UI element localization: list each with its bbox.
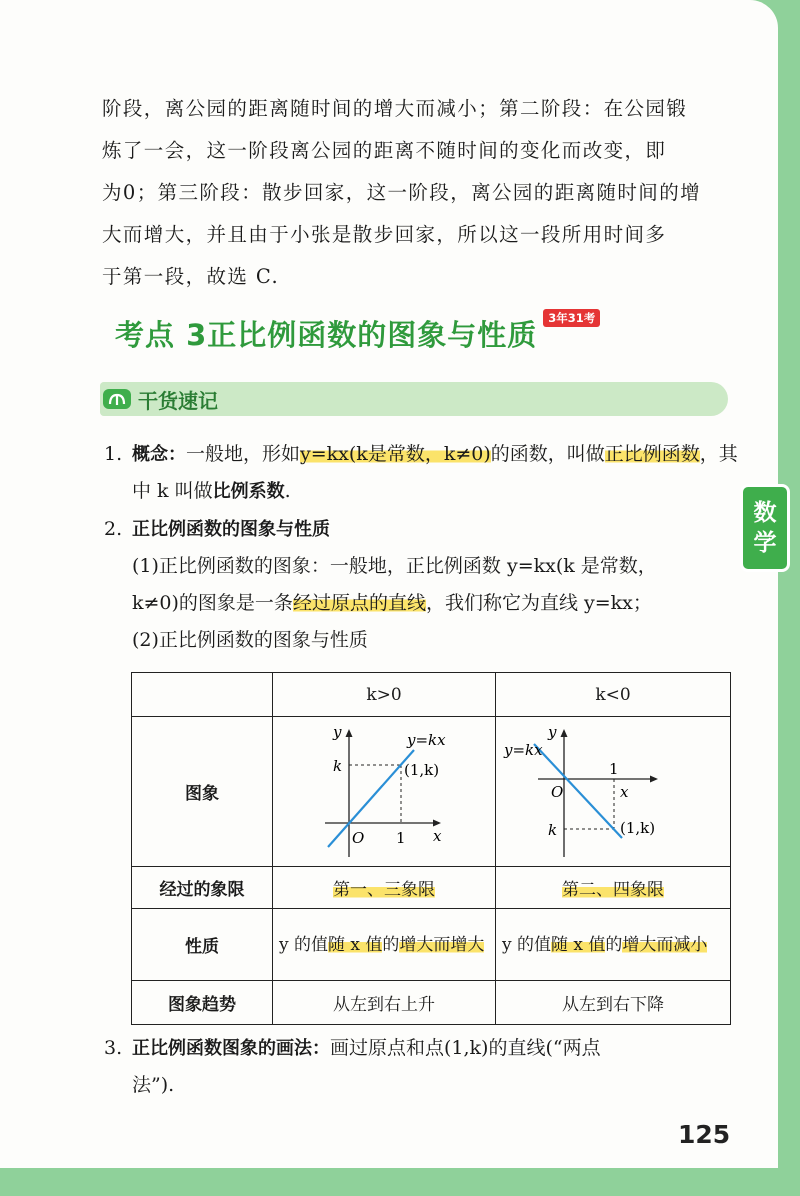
text: ，我们称它为直线 y=kx； — [425, 592, 652, 614]
note-item-3 — [104, 1030, 744, 1104]
book-icon — [100, 382, 134, 416]
item-number: 1. — [104, 443, 123, 465]
row-label-quadrant: 经过的象限 — [132, 867, 273, 909]
highlight: y=kx(k是常数，k≠0) — [300, 443, 491, 465]
highlight: 增大而减小 — [622, 934, 708, 955]
label-equation: y=kx — [407, 731, 446, 749]
label-one: 1 — [396, 829, 406, 847]
subject-tab[interactable] — [740, 484, 790, 572]
subject-char: 数 — [753, 500, 777, 526]
graph-k-positive — [273, 717, 496, 867]
label-x: x — [620, 783, 629, 801]
label-point: (1,k) — [404, 761, 440, 779]
highlight: 随 x 值 — [328, 934, 383, 955]
text: k≠0)的图象是一条 — [132, 592, 293, 614]
label-y: y — [548, 723, 557, 741]
bold-term: 比例系数 — [212, 481, 285, 502]
item-label: 概念： — [132, 444, 186, 465]
row-label-trend: 图象趋势 — [132, 981, 273, 1025]
x-arrow — [650, 776, 658, 783]
property-k-positive — [273, 909, 496, 981]
intro-line: 炼了一会，这一阶段离公园的距离不随时间的变化而改变，即 — [102, 139, 667, 162]
notes-list — [104, 436, 744, 659]
text: y 的值 — [502, 934, 552, 955]
label-equation: y=kx — [504, 741, 543, 759]
intro-line: 阶段，离公园的距离随时间的增大而减小；第二阶段：在公园锻 — [102, 97, 688, 120]
text: ，其中 k 叫做 — [132, 443, 738, 502]
property-k-negative — [496, 909, 731, 981]
highlight: 第二、四象限 — [562, 880, 664, 900]
y-arrow — [561, 729, 568, 737]
x-arrow — [433, 820, 441, 827]
col-header-k-positive: k>0 — [273, 673, 496, 717]
memo-bar — [100, 382, 728, 416]
sub-item-1 — [132, 548, 744, 622]
intro-line: 为0；第三阶段：散步回家，这一阶段，离公园的距离随时间的增 — [102, 181, 702, 204]
label-k: k — [333, 757, 343, 775]
highlight: 第一、三象限 — [333, 880, 435, 900]
section-title: 正比例函数的图象与性质 — [207, 318, 538, 352]
label-k: k — [548, 821, 558, 839]
highlight: 经过原点的直线 — [292, 592, 426, 614]
text: 画过原点和点(1,k)的直线(“两点 — [330, 1037, 601, 1059]
label-origin: O — [551, 783, 564, 801]
table-corner — [132, 673, 273, 717]
notes-list-cont — [104, 1030, 744, 1104]
graph-k-negative — [496, 717, 731, 867]
bottom-band — [0, 1170, 800, 1196]
properties-table — [131, 672, 731, 1025]
trend-k-positive: 从左到右上升 — [273, 981, 496, 1025]
label-x: x — [433, 827, 442, 845]
subject-char: 学 — [753, 530, 777, 556]
col-header-k-negative: k<0 — [496, 673, 731, 717]
row-label-graph: 图象 — [132, 717, 273, 867]
intro-line: 大而增大，并且由于小张是散步回家，所以这一段所用时间多 — [102, 223, 667, 246]
text: 的函数，叫做 — [490, 443, 605, 465]
label-point: (1,k) — [620, 819, 656, 837]
note-item-1 — [104, 436, 744, 510]
label-origin: O — [352, 829, 365, 847]
quadrant-k-positive — [273, 867, 496, 909]
intro-line: 于第一段，故选 C. — [102, 265, 280, 288]
item-label: 正比例函数的图象与性质 — [132, 519, 330, 540]
label-y: y — [333, 723, 342, 741]
item-number: 3. — [104, 1037, 123, 1059]
section-heading — [115, 313, 600, 354]
y-arrow — [346, 729, 353, 737]
label-one: 1 — [609, 760, 619, 778]
page-number: 125 — [678, 1120, 731, 1149]
text: 的 — [605, 934, 623, 955]
quadrant-k-negative — [496, 867, 731, 909]
trend-k-negative: 从左到右下降 — [496, 981, 731, 1025]
highlight: 增大而增大 — [399, 934, 485, 955]
sub-item-2: (2)正比例函数的图象与性质 — [132, 629, 368, 651]
text: (1)正比例函数的图象：一般地，正比例函数 y=kx(k 是常数， — [132, 555, 657, 577]
text: 法”). — [132, 1074, 175, 1096]
text: . — [284, 480, 291, 502]
exam-frequency-badge: 3年31考 — [543, 309, 600, 327]
section-number: 考点 3 — [115, 318, 208, 352]
highlight: 正比例函数 — [604, 443, 700, 465]
item-label: 正比例函数图象的画法： — [132, 1038, 330, 1059]
memo-title: 干货速记 — [138, 388, 218, 413]
text: 的 — [382, 934, 400, 955]
text: y 的值 — [279, 934, 329, 955]
note-item-2 — [104, 511, 744, 659]
intro-paragraph — [102, 88, 742, 298]
text: 一般地，形如 — [186, 443, 301, 465]
item-number: 2. — [104, 518, 123, 540]
highlight: 随 x 值 — [551, 934, 606, 955]
row-label-property: 性质 — [132, 909, 273, 981]
